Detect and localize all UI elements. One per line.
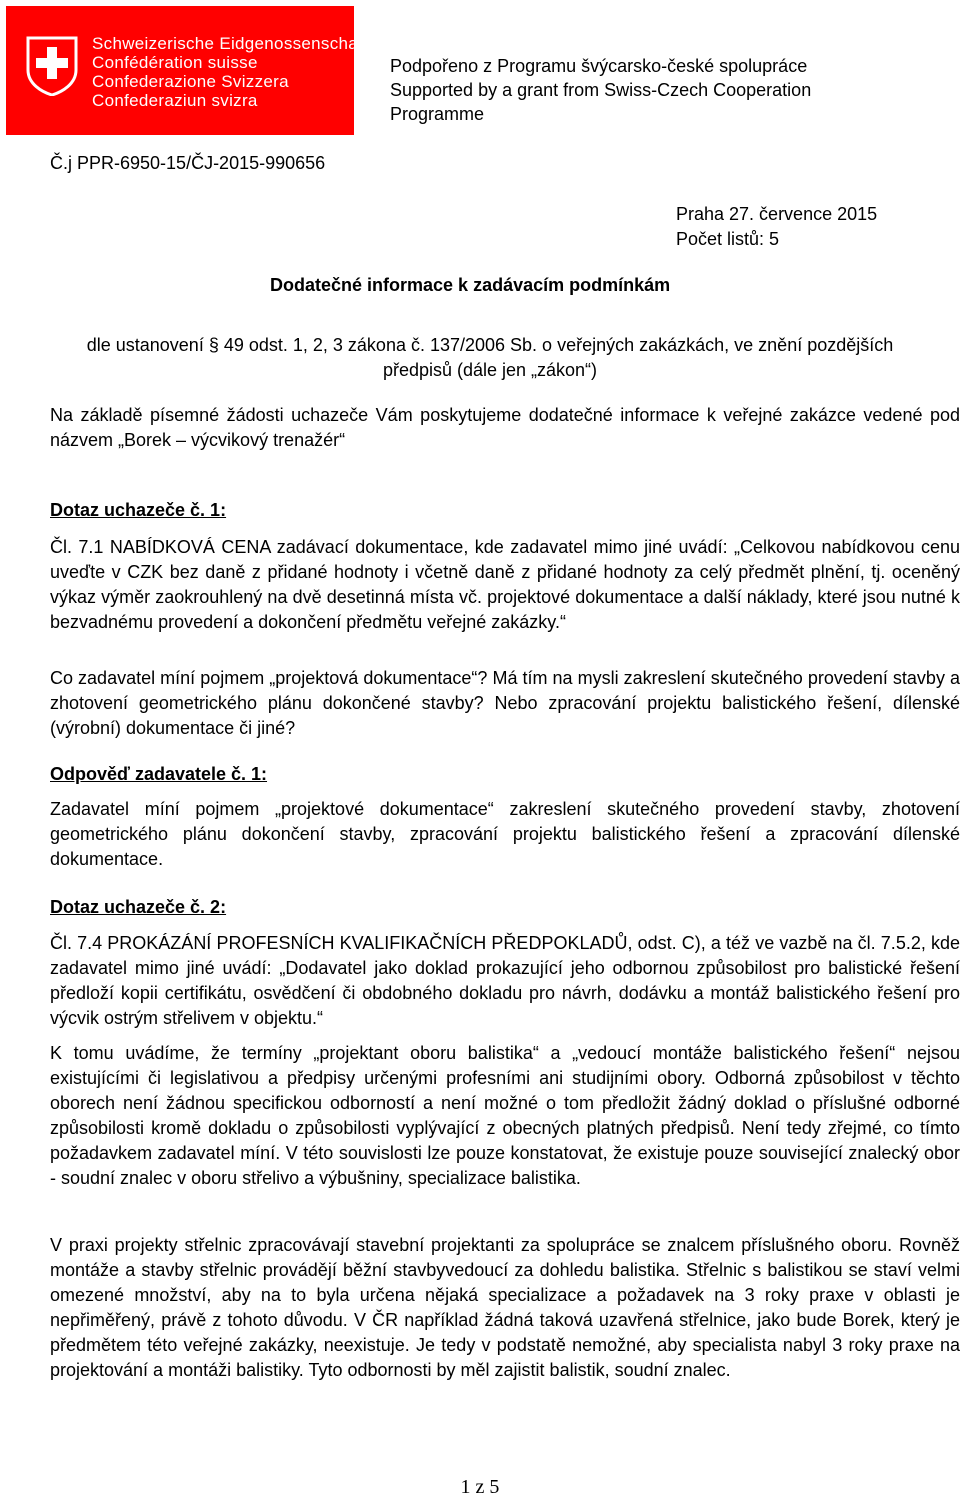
logo-line: Confederaziun svizra [92, 91, 258, 110]
support-line-programme: Programme [390, 104, 485, 124]
question-1-heading: Dotaz uchazeče č. 1: [50, 500, 227, 520]
page-number: 1 z 5 [460, 1476, 500, 1498]
legal-basis: dle ustanovení § 49 odst. 1, 2, 3 zákona č. 137/2006 Sb. o veřejných zakázkách, ve znění pozdějších předpisů (dále jen „zákon“) [86, 335, 894, 380]
document-date: Praha 27. července 2015 [676, 204, 878, 224]
question-2-heading: Dotaz uchazeče č. 2: [50, 897, 227, 917]
logo-line: Schweizerische Eidgenossenschaft [92, 34, 369, 53]
document-title: Dodatečné informace k zadávacím podmínkám [270, 275, 671, 295]
swiss-cross-icon [26, 36, 78, 96]
question-2-text: Čl. 7.4 PROKÁZÁNÍ PROFESNÍCH KVALIFIKAČNÍCH PŘEDPOKLADŮ, odst. C), a též ve vazbě na čl. 7.5.2, kde zadavatel mimo jiné uvádí: „Dodavatel jako doklad prokazující jeho odbornou způsobilost pro balistické řešení předloží kopii certifikátu, osvědčení či obdobného dokladu pro návrh, dodávku a montáž balistického řešení pro výcvik ostrým střelivem v objektu.“ [50, 933, 960, 1028]
swiss-confederation-logo [6, 6, 369, 135]
support-line-czech: Podpořeno z Programu švýcarsko-české spolupráce [390, 56, 808, 76]
question-1-question: Co zadavatel míní pojmem „projektová dokumentace“? Má tím na mysli zakreslení skutečného provedení stavby a zhotovení geometrického plánu dokončené stavby? Nebo zpracování projektu balistického řešení, dílenské (výrobní) dokumentace či jiné? [50, 668, 960, 738]
intro-paragraph: Na základě písemné žádosti uchazeče Vám poskytujeme dodatečné informace k veřejné zakázce vedené pod názvem „Borek – výcvikový trenažér“ [50, 405, 960, 450]
date-block [676, 202, 877, 252]
question-2-practice: V praxi projekty střelnic zpracovávají stavební projektanti za spolupráce se znalcem příslušného oboru. Rovněž montáže a stavby střelnic provádějí běžní stavbyvedoucí za dohledu balistika. Střelnic s balistikou se staví velmi omezené množství, aby na to byla určena nějaká specializace a požadavek na 3 roky praxe v oblasti je nepřiměřený, právě z tohoto důvodu. V ČR například žádná taková uzavřená střelnice, jako bude Borek, který je předmětem této veřejné zakázky, neexistuje. Je tedy v podstatě nemožné, aby specialista nabyl 3 roky praxe na projektování a montáži balistiky. Tyto odbornosti by měl zajistit balistik, soudní znalec. [50, 1235, 960, 1380]
sheet-count: Počet listů: 5 [676, 229, 780, 249]
logo-line: Confederazione Svizzera [92, 72, 289, 91]
reference-number: Č.j PPR-6950-15/ČJ-2015-990656 [50, 153, 326, 173]
logo-line: Confédération suisse [92, 53, 258, 72]
logo-text [92, 34, 368, 110]
question-1-text: Čl. 7.1 NABÍDKOVÁ CENA zadávací dokumentace, kde zadavatel mimo jiné uvádí: „Celkovou nabídkovou cenu uveďte v CZK bez daně z přidané hodnoty i včetně daně z přidané hodnoty za celý předmět plnění, tj. oceněný výkaz výměr zaokrouhlený na dvě desetinná místa vč. projektové dokumentace a další náklady, které jsou nutné k bezvadnému provedení a dokončení předmětu veřejné zakázky.“ [50, 537, 960, 632]
support-line-english: Supported by a grant from Swiss-Czech Cooperation [390, 80, 812, 100]
answer-1-text: Zadavatel míní pojmem „projektové dokumentace“ zakreslení skutečného provedení stavby, zhotovení geometrického plánu dokončení stavby, zpracování projektu balistického řešení a zpracování dílenské dokumentace. [50, 799, 960, 869]
support-notice [390, 54, 811, 126]
answer-1-heading: Odpověď zadavatele č. 1: [50, 764, 268, 784]
question-2-commentary: K tomu uvádíme, že termíny „projektant oboru balistika“ a „vedoucí montáže balistického řešení“ nejsou existujícími či legislativou a předpisy určenými profesními ani studijními obory. Odborná způsobilost v těchto oborech není žádnou specifickou odborností a není možné o tom předložit žádný doklad o příslušné odborné způsobilosti kromě dokladu o způsobilosti vyplývající z obecných platných předpisů. Není tedy zřejmé, co tímto požadavkem zadavatel míní. V této souvislosti lze pouze konstatovat, že existuje pouze související znalecký obor - soudní znalec v oboru střelivo a výbušniny, specializace balistika. [50, 1043, 960, 1188]
